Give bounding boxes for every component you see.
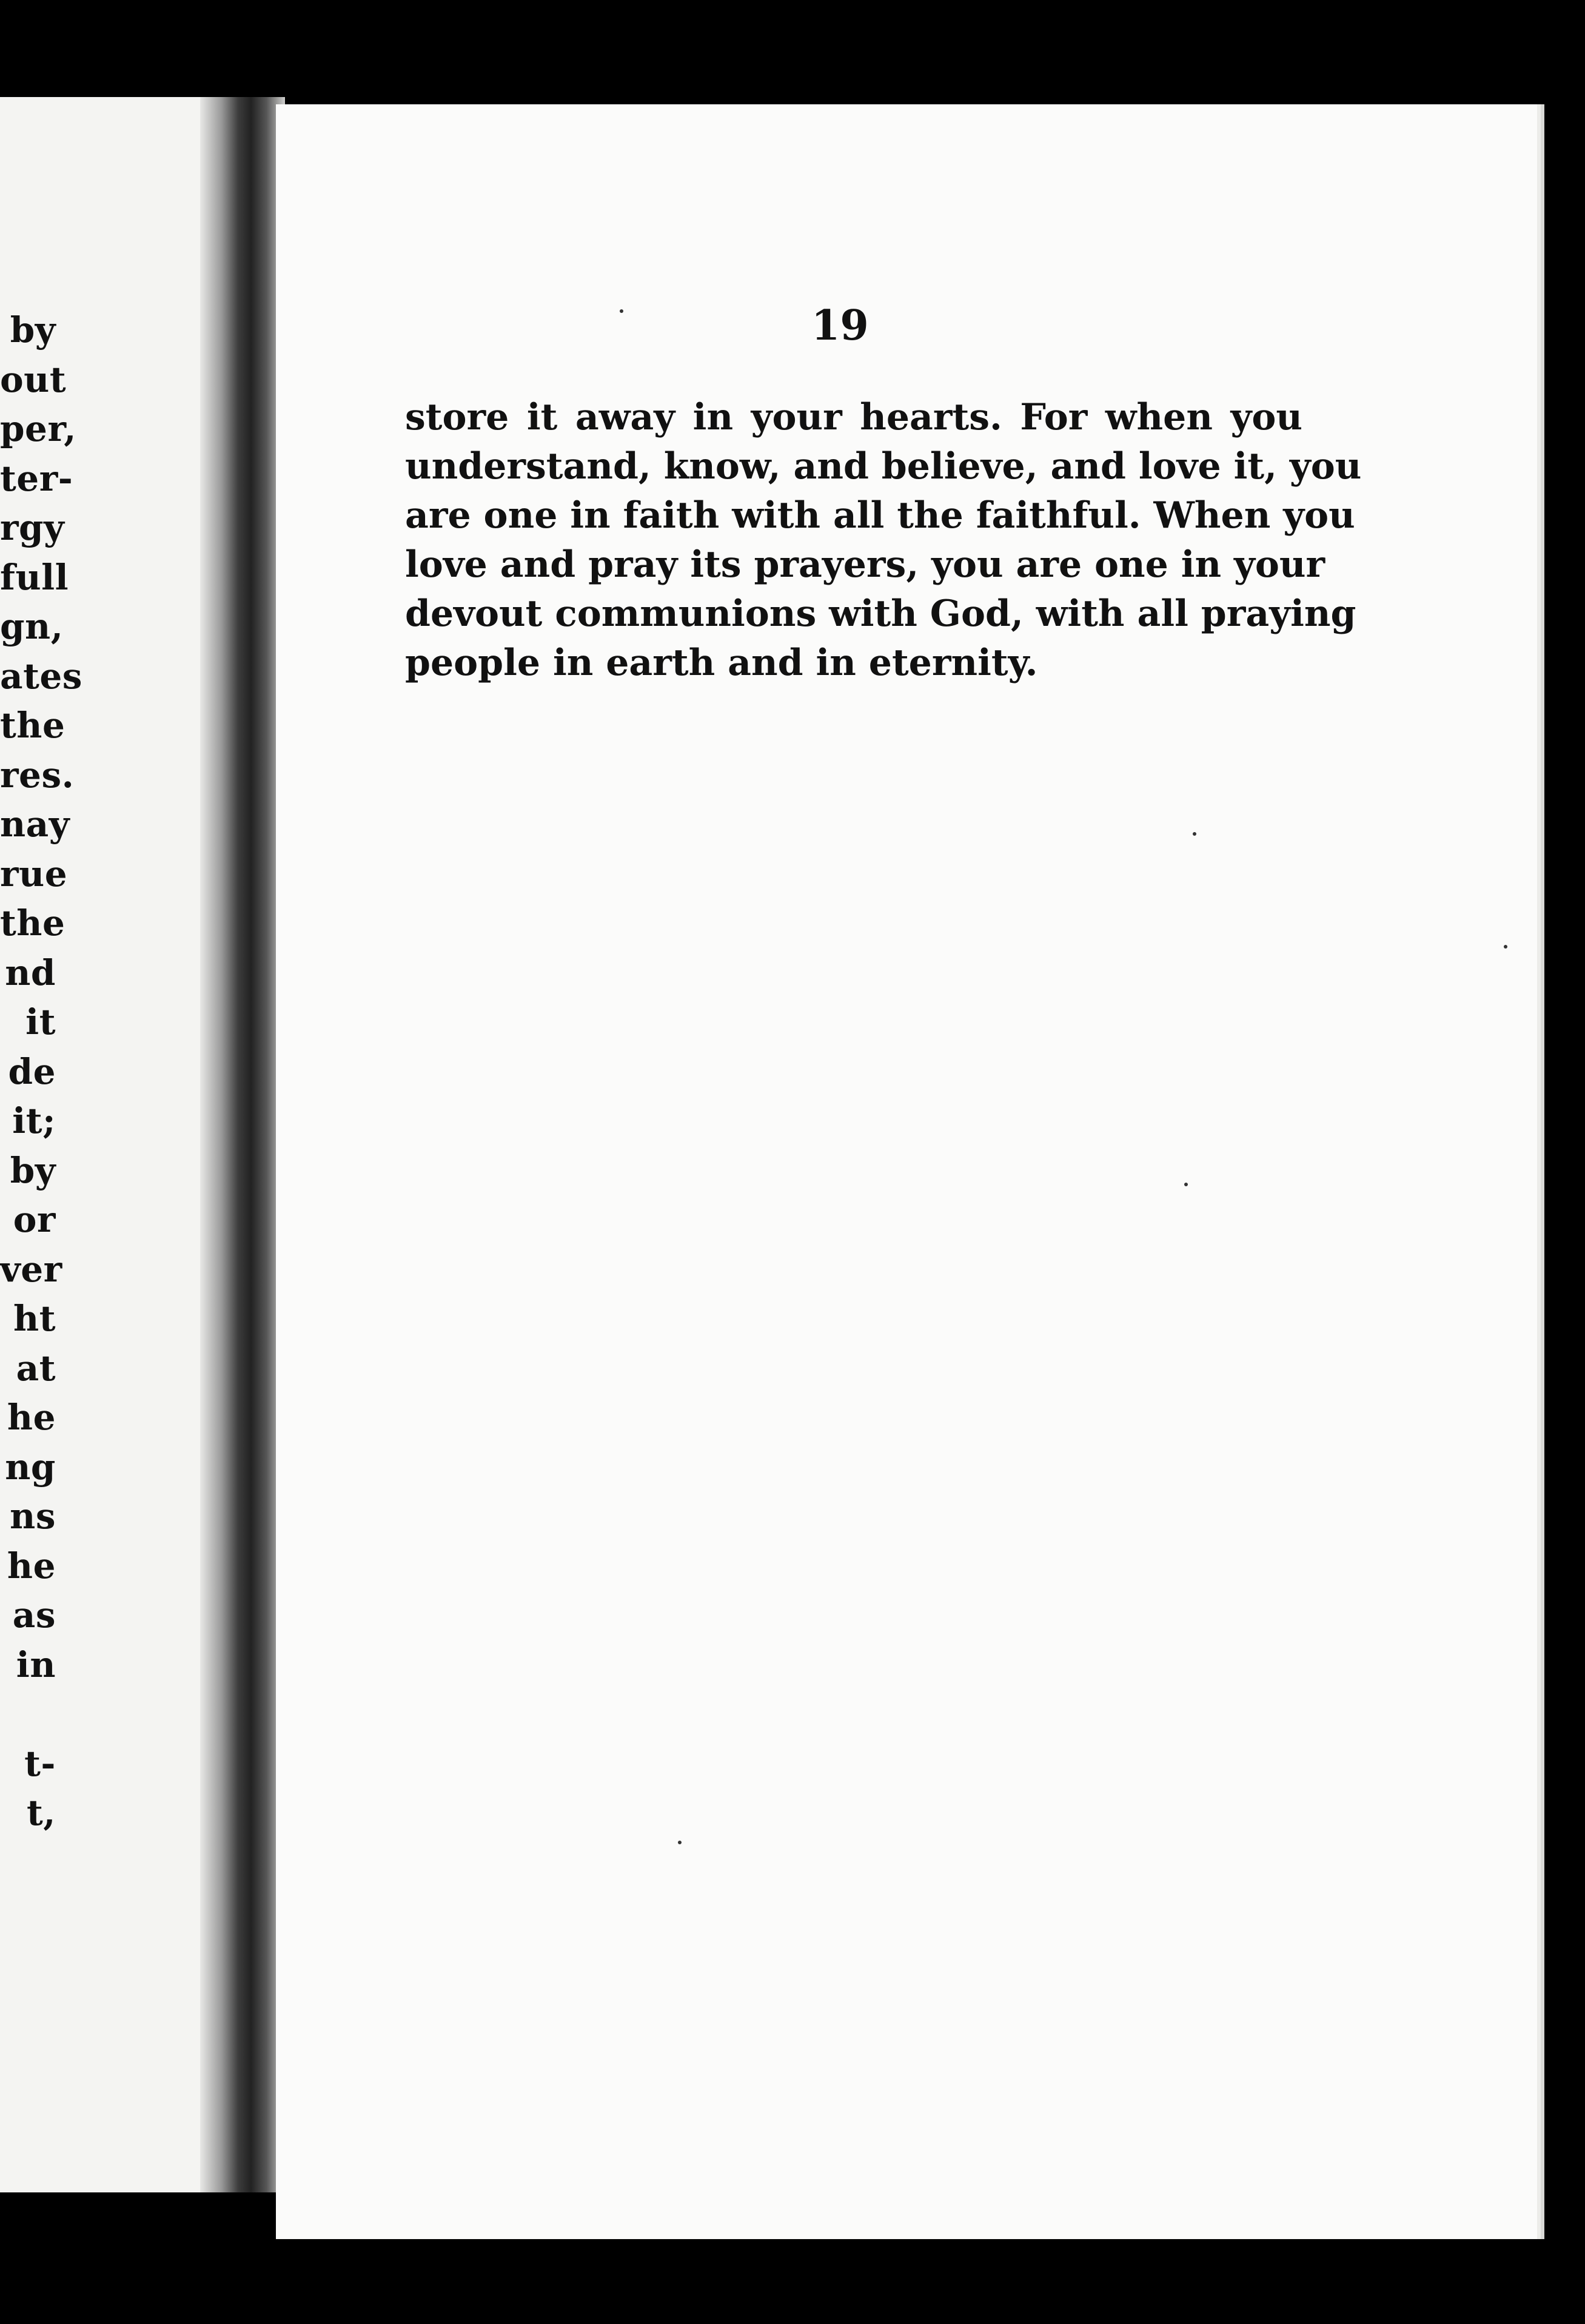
ink-speck — [620, 309, 623, 313]
facing-page-line: by — [10, 1149, 56, 1191]
facing-page-line: it; — [12, 1100, 56, 1141]
facing-page-line: he — [7, 1545, 56, 1587]
facing-page-line: nay — [0, 804, 70, 845]
facing-page-line: ter- — [0, 457, 73, 499]
ink-speck — [1184, 1183, 1188, 1186]
text-line: are one in faith with all the faithful. When you — [405, 494, 1355, 537]
ink-speck — [1504, 945, 1507, 949]
facing-page-line: rue — [0, 853, 68, 895]
facing-page-line: de — [8, 1050, 56, 1092]
facing-page-line: at — [16, 1347, 56, 1389]
facing-page-line: ng — [5, 1446, 56, 1488]
facing-page-line: t, — [27, 1792, 56, 1833]
facing-page-line: he — [7, 1397, 56, 1438]
facing-page-line: t- — [24, 1742, 56, 1784]
facing-page-line: the — [0, 902, 65, 944]
text-line: store it away in your hearts. For when you — [405, 396, 1302, 438]
facing-page-line: it — [25, 1001, 56, 1043]
facing-page-line: in — [16, 1644, 56, 1685]
text-line: people in earth and in eternity. — [405, 642, 1038, 684]
facing-page-line: out — [0, 358, 67, 400]
facing-page-line: per, — [0, 408, 76, 449]
facing-page-line: as — [12, 1594, 56, 1636]
facing-page-line: res. — [0, 754, 75, 796]
facing-page-line: ht — [13, 1298, 56, 1339]
text-line: understand, know, and believe, and love it, you — [405, 445, 1362, 488]
facing-page-line: ns — [10, 1496, 56, 1537]
facing-page-line: ver — [0, 1248, 62, 1290]
ink-speck — [1193, 832, 1196, 836]
facing-page-line: the — [0, 705, 65, 746]
book-gutter — [200, 97, 285, 2192]
facing-page-line: rgy — [0, 507, 65, 548]
text-line: devout communions with God, with all praying — [405, 593, 1356, 635]
facing-page-line: gn, — [0, 606, 64, 647]
text-line: love and pray its prayers, you are one in your — [405, 543, 1325, 586]
facing-page-line: ates — [0, 655, 82, 697]
page-number: 19 — [811, 301, 869, 350]
facing-page-line: or — [13, 1199, 56, 1240]
body-paragraph — [405, 393, 1362, 688]
facing-page-line: by — [10, 309, 56, 351]
facing-page-line: nd — [5, 952, 56, 993]
ink-speck — [678, 1841, 682, 1844]
facing-page-line: full — [0, 556, 69, 598]
